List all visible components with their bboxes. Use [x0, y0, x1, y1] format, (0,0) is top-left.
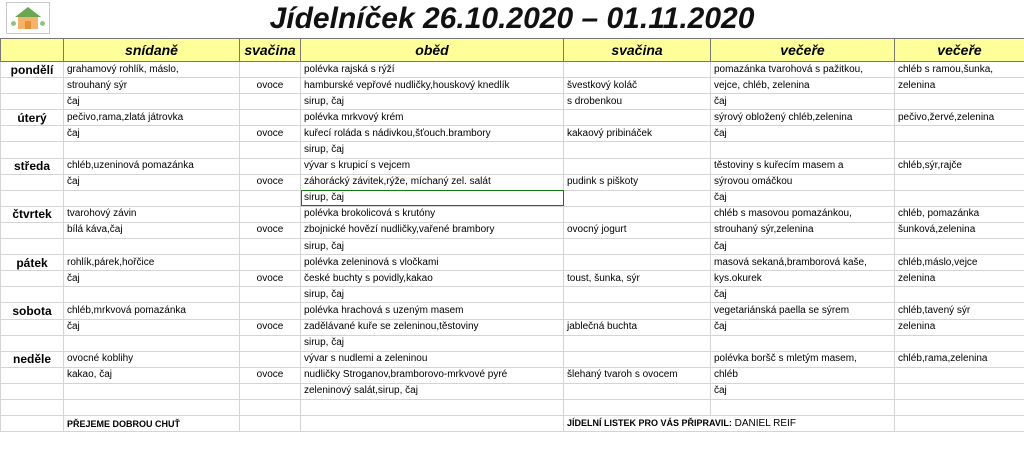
footer-author-name: DANIEL REIF [731, 418, 796, 430]
table-cell[interactable]: ovoce [240, 174, 301, 190]
table-cell[interactable] [711, 335, 895, 351]
table-cell[interactable]: hamburské vepřové nudličky,houskový knedlík [301, 78, 564, 94]
header-cell: svačina [564, 39, 711, 62]
table-cell[interactable]: čaj [711, 239, 895, 255]
table-cell[interactable]: nudličky Stroganov,bramborovo-mrkvové pyré [301, 367, 564, 383]
table-cell[interactable]: s drobenkou [564, 94, 711, 110]
table-cell[interactable] [240, 416, 301, 432]
table-cell[interactable] [64, 142, 240, 158]
table-cell[interactable] [895, 142, 1024, 158]
table-row [1, 399, 1024, 415]
table-cell[interactable] [240, 303, 301, 319]
day-cell[interactable]: úterý [1, 110, 64, 126]
table-row [1, 383, 1024, 399]
table-cell[interactable]: ovoce [240, 271, 301, 287]
menu-table [0, 38, 1024, 432]
table-cell[interactable]: čaj [64, 94, 240, 110]
table-cell[interactable] [64, 335, 240, 351]
table-row [1, 78, 1024, 94]
table-cell[interactable]: zadělávané kuře se zeleninou,těstoviny [301, 319, 564, 335]
table-cell[interactable]: zelenina [895, 319, 1024, 335]
table-cell[interactable]: sirup, čaj [301, 287, 564, 303]
table-cell[interactable]: čaj [711, 94, 895, 110]
table-row [1, 190, 1024, 206]
header-cell: snídaně [64, 39, 240, 62]
table-cell[interactable] [240, 110, 301, 126]
table-cell[interactable] [564, 399, 711, 415]
table-row [1, 335, 1024, 351]
table-cell[interactable]: čaj [64, 126, 240, 142]
day-cell[interactable] [1, 367, 64, 383]
table-row [1, 142, 1024, 158]
table-cell[interactable] [64, 239, 240, 255]
table-cell[interactable] [564, 62, 711, 78]
table-cell[interactable]: polévka zeleninová s vločkami [301, 255, 564, 271]
table-cell[interactable] [240, 190, 301, 206]
table-cell[interactable] [711, 142, 895, 158]
table-cell[interactable]: šlehaný tvaroh s ovocem [564, 367, 711, 383]
table-cell[interactable] [564, 287, 711, 303]
table-row [1, 62, 1024, 78]
table-cell[interactable] [64, 287, 240, 303]
table-cell[interactable]: sirup, čaj [301, 190, 564, 206]
table-cell[interactable] [564, 190, 711, 206]
table-row [1, 287, 1024, 303]
table-cell[interactable]: kys.okurek [711, 271, 895, 287]
table-cell[interactable] [301, 416, 564, 432]
table-cell[interactable]: pudink s piškoty [564, 174, 711, 190]
day-cell[interactable] [1, 126, 64, 142]
table-cell[interactable]: ovoce [240, 126, 301, 142]
table-cell[interactable]: čaj [64, 271, 240, 287]
table-cell[interactable] [240, 287, 301, 303]
table-cell[interactable]: polévka mrkvový krém [301, 110, 564, 126]
table-cell[interactable] [240, 158, 301, 174]
table-cell[interactable]: čaj [64, 319, 240, 335]
table-cell[interactable]: šunková,zelenina [895, 222, 1024, 238]
table-cell[interactable] [240, 399, 301, 415]
footer-greeting[interactable] [64, 416, 240, 432]
table-cell[interactable]: chléb,uzeninová pomazánka [64, 158, 240, 174]
table-cell[interactable] [895, 335, 1024, 351]
table-cell[interactable] [895, 239, 1024, 255]
table-cell[interactable]: zelenina [895, 78, 1024, 94]
day-cell[interactable] [1, 399, 64, 415]
table-cell[interactable]: chléb,tavený sýr [895, 303, 1024, 319]
table-cell[interactable] [240, 351, 301, 367]
footer-label-text: PŘEJEME DOBROU CHUŤ [67, 418, 181, 429]
table-cell[interactable]: ovoce [240, 319, 301, 335]
table-row [1, 239, 1024, 255]
table-cell[interactable]: kakaový pribináček [564, 126, 711, 142]
table-cell[interactable] [564, 335, 711, 351]
table-row [1, 94, 1024, 110]
table-cell[interactable]: sirup, čaj [301, 94, 564, 110]
table-cell[interactable]: sýrovou omáčkou [711, 174, 895, 190]
table-cell[interactable]: polévka rajská s rýží [301, 62, 564, 78]
table-cell[interactable]: čaj [711, 383, 895, 399]
table-cell[interactable]: čaj [64, 174, 240, 190]
header-cell: svačina [240, 39, 301, 62]
day-cell[interactable] [1, 222, 64, 238]
day-cell[interactable] [1, 335, 64, 351]
table-cell[interactable] [564, 142, 711, 158]
table-cell[interactable]: toust, šunka, sýr [564, 271, 711, 287]
table-row [1, 367, 1024, 383]
table-row [1, 303, 1024, 319]
day-cell[interactable]: pondělí [1, 62, 64, 78]
table-cell[interactable]: polévka boršč s mletým masem, [711, 351, 895, 367]
day-cell[interactable] [1, 239, 64, 255]
table-cell[interactable] [64, 190, 240, 206]
table-cell[interactable] [240, 142, 301, 158]
header-cell: oběd [301, 39, 564, 62]
day-cell[interactable] [1, 287, 64, 303]
table-cell[interactable] [895, 383, 1024, 399]
table-cell[interactable] [301, 399, 564, 415]
table-cell[interactable]: pečivo,žervé,zelenina [895, 110, 1024, 126]
table-row [1, 319, 1024, 335]
day-cell[interactable] [1, 271, 64, 287]
table-cell[interactable]: sirup, čaj [301, 142, 564, 158]
table-cell[interactable]: ovoce [240, 222, 301, 238]
table-cell[interactable]: grahamový rohlík, máslo, [64, 62, 240, 78]
table-cell[interactable]: kakao, čaj [64, 367, 240, 383]
day-cell[interactable]: pátek [1, 255, 64, 271]
table-cell[interactable]: polévka hrachová s uzeným masem [301, 303, 564, 319]
footer-prepared-label[interactable] [564, 416, 895, 432]
header-cell [1, 39, 64, 62]
table-cell[interactable] [64, 399, 240, 415]
page-title: Jídelníček 26.10.2020 – 01.11.2020 [269, 2, 755, 35]
day-cell[interactable]: čtvrtek [1, 206, 64, 222]
table-cell[interactable] [895, 367, 1024, 383]
table-row [1, 158, 1024, 174]
table-cell[interactable]: ovocný jogurt [564, 222, 711, 238]
table-cell[interactable]: chléb,máslo,vejce [895, 255, 1024, 271]
table-cell[interactable]: zeleninový salát,sirup, čaj [301, 383, 564, 399]
table-cell[interactable]: sirup, čaj [301, 239, 564, 255]
table-cell[interactable]: kuřecí roláda s nádivkou,šťouch.brambory [301, 126, 564, 142]
table-row [1, 126, 1024, 142]
footer-row [1, 416, 1024, 432]
table-cell[interactable]: vývar s nudlemi a zeleninou [301, 351, 564, 367]
table-cell[interactable] [240, 239, 301, 255]
table-cell[interactable] [564, 255, 711, 271]
table-cell[interactable] [64, 383, 240, 399]
table-cell[interactable] [240, 206, 301, 222]
table-cell[interactable]: záhorácký závitek,rýže, míchaný zel. salát [301, 174, 564, 190]
table-cell[interactable]: chléb,sýr,rajče [895, 158, 1024, 174]
table-cell[interactable]: masová sekaná,bramborová kaše, [711, 255, 895, 271]
table-cell[interactable] [895, 126, 1024, 142]
day-cell[interactable]: středa [1, 158, 64, 174]
table-cell[interactable] [240, 62, 301, 78]
table-cell[interactable]: bílá káva,čaj [64, 222, 240, 238]
table-cell[interactable]: sýrový obložený chléb,zelenina [711, 110, 895, 126]
day-cell[interactable] [1, 383, 64, 399]
table-cell[interactable]: švestkový koláč [564, 78, 711, 94]
table-cell[interactable]: vegetariánská paella se sýrem [711, 303, 895, 319]
table-cell[interactable]: ovoce [240, 367, 301, 383]
day-cell[interactable] [1, 94, 64, 110]
table-cell[interactable] [895, 190, 1024, 206]
table-cell[interactable] [564, 206, 711, 222]
table-row [1, 206, 1024, 222]
table-row [1, 222, 1024, 238]
day-cell[interactable]: neděle [1, 351, 64, 367]
day-cell[interactable]: sobota [1, 303, 64, 319]
table-cell[interactable]: vejce, chléb, zelenina [711, 78, 895, 94]
day-cell[interactable] [1, 142, 64, 158]
table-cell[interactable] [1, 416, 64, 432]
footer-label-text: JÍDELNÍ LISTEK PRO VÁS PŘIPRAVIL: [567, 418, 732, 429]
table-cell[interactable] [564, 110, 711, 126]
header-cell: večeře [895, 39, 1024, 62]
table-cell[interactable] [564, 303, 711, 319]
table-cell[interactable] [240, 335, 301, 351]
table-cell[interactable]: pomazánka tvarohová s pažitkou, [711, 62, 895, 78]
table-cell[interactable]: sirup, čaj [301, 335, 564, 351]
table-cell[interactable]: strouhaný sýr [64, 78, 240, 94]
table-cell[interactable]: chléb, pomazánka [895, 206, 1024, 222]
header-cell: večeře [711, 39, 895, 62]
table-cell[interactable]: tvarohový závin [64, 206, 240, 222]
table-cell[interactable] [240, 255, 301, 271]
table-cell[interactable] [564, 239, 711, 255]
table-row [1, 110, 1024, 126]
table-cell[interactable] [895, 174, 1024, 190]
table-cell[interactable]: zbojnické hovězí nudličky,vařené brambory [301, 222, 564, 238]
table-cell[interactable] [895, 416, 1024, 432]
table-cell[interactable]: chléb [711, 367, 895, 383]
table-cell[interactable]: těstoviny s kuřecím masem a [711, 158, 895, 174]
day-cell[interactable] [1, 174, 64, 190]
table-cell[interactable]: čaj [711, 319, 895, 335]
table-cell[interactable]: rohlík,párek,hořčice [64, 255, 240, 271]
table-cell[interactable]: chléb s masovou pomazánkou, [711, 206, 895, 222]
table-cell[interactable]: chléb s ramou,šunka, [895, 62, 1024, 78]
day-cell[interactable] [1, 319, 64, 335]
table-cell[interactable] [895, 399, 1024, 415]
table-cell[interactable] [564, 351, 711, 367]
table-cell[interactable]: ovocné koblihy [64, 351, 240, 367]
table-row [1, 255, 1024, 271]
table-cell[interactable] [895, 94, 1024, 110]
table-cell[interactable]: pečivo,rama,zlatá játrovka [64, 110, 240, 126]
table-cell[interactable]: chléb,rama,zelenina [895, 351, 1024, 367]
table-cell[interactable] [711, 399, 895, 415]
table-row [1, 351, 1024, 367]
table-cell[interactable]: čaj [711, 190, 895, 206]
table-cell[interactable]: české buchty s povidly,kakao [301, 271, 564, 287]
table-cell[interactable]: čaj [711, 287, 895, 303]
table-row [1, 271, 1024, 287]
table-row [1, 174, 1024, 190]
table-cell[interactable]: chléb,mrkvová pomazánka [64, 303, 240, 319]
header-row [1, 39, 1024, 62]
table-cell[interactable]: strouhaný sýr,zelenina [711, 222, 895, 238]
day-cell[interactable] [1, 190, 64, 206]
table-cell[interactable]: ovoce [240, 78, 301, 94]
table-cell[interactable] [240, 383, 301, 399]
table-cell[interactable]: polévka brokolicová s krutóny [301, 206, 564, 222]
day-cell[interactable] [1, 78, 64, 94]
table-cell[interactable] [564, 158, 711, 174]
table-cell[interactable] [240, 94, 301, 110]
table-cell[interactable]: zelenina [895, 271, 1024, 287]
table-cell[interactable] [564, 383, 711, 399]
table-cell[interactable]: čaj [711, 126, 895, 142]
table-cell[interactable]: jablečná buchta [564, 319, 711, 335]
table-cell[interactable]: vývar s krupicí s vejcem [301, 158, 564, 174]
table-cell[interactable] [895, 287, 1024, 303]
